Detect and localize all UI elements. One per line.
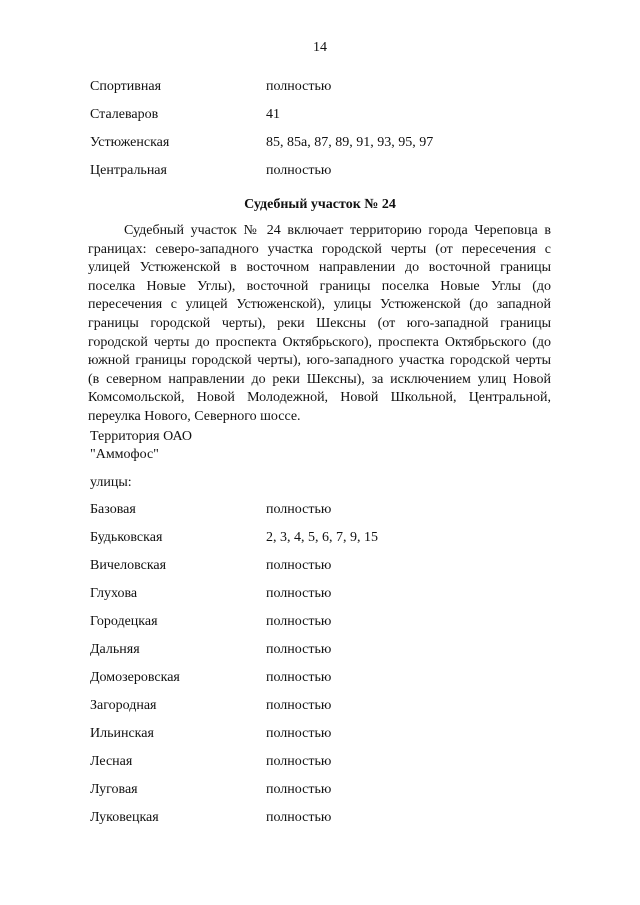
street-row bbox=[90, 161, 570, 181]
street-row bbox=[90, 668, 570, 688]
street-houses: 41 bbox=[266, 107, 280, 122]
street-name: Загородная bbox=[90, 698, 157, 713]
street-houses: полностью bbox=[266, 698, 332, 713]
street-name: Луговая bbox=[90, 782, 138, 797]
street-row bbox=[90, 584, 570, 604]
street-row bbox=[90, 105, 570, 125]
section-description: Судебный участок № 24 включает территорию города Череповца в границах: северо-западного участка городской черты (от пересечения с улицей Устюженской в восточном направлении до восточной границы поселка Новые Углы), восточной границы поселка Новые Углы (до пересечения с улицей Устюженской), улицы Устюженской (до западной границы городской черты), реки Шексны (от юго-западной границы городской черты до проспекта Октябрьского), проспекта Октябрьского (до южной границы городской черты), юго-западного участка городской черты (в северном направлении до реки Шексны), за исключением улиц Новой Комсомольской, Новой Молодежной, Новой Школьной, Центральной, переулка Нового, Северного шоссе. bbox=[88, 223, 551, 424]
street-name: Лесная bbox=[90, 754, 133, 769]
page-number: 14 bbox=[313, 40, 327, 55]
street-houses: полностью bbox=[266, 163, 332, 178]
street-houses: полностью bbox=[266, 79, 332, 94]
street-name: Спортивная bbox=[90, 79, 162, 94]
street-name: Вичеловская bbox=[90, 558, 167, 573]
street-houses: полностью bbox=[266, 782, 332, 797]
street-row bbox=[90, 500, 570, 520]
street-name: Сталеваров bbox=[90, 107, 159, 122]
street-row bbox=[90, 780, 570, 800]
territory-label bbox=[90, 428, 192, 464]
street-row bbox=[90, 808, 570, 828]
street-houses: полностью bbox=[266, 754, 332, 769]
street-row bbox=[90, 640, 570, 660]
street-row bbox=[90, 556, 570, 576]
street-houses: полностью bbox=[266, 642, 332, 657]
street-row bbox=[90, 528, 570, 548]
street-row bbox=[90, 696, 570, 716]
street-name: Центральная bbox=[90, 163, 167, 178]
street-name: Луковецкая bbox=[90, 810, 159, 825]
street-name: Дальняя bbox=[90, 642, 140, 657]
streets-label: улицы: bbox=[90, 475, 132, 490]
street-name: Будьковская bbox=[90, 530, 163, 545]
street-row bbox=[90, 752, 570, 772]
street-name: Городецкая bbox=[90, 614, 158, 629]
street-name: Глухова bbox=[90, 586, 138, 601]
street-row bbox=[90, 612, 570, 632]
territory-label-line1: Территория ОАО bbox=[90, 429, 193, 444]
street-name: Устюженская bbox=[90, 135, 170, 150]
street-houses: полностью bbox=[266, 726, 332, 741]
section-heading: Судебный участок № 24 bbox=[244, 197, 396, 212]
street-houses: полностью bbox=[266, 558, 332, 573]
street-houses: полностью bbox=[266, 670, 332, 685]
street-row bbox=[90, 133, 570, 153]
street-row bbox=[90, 724, 570, 744]
street-houses: полностью bbox=[266, 810, 332, 825]
street-name: Базовая bbox=[90, 502, 136, 517]
street-houses: 2, 3, 4, 5, 6, 7, 9, 15 bbox=[266, 530, 378, 545]
street-houses: 85, 85а, 87, 89, 91, 93, 95, 97 bbox=[266, 135, 434, 150]
street-houses: полностью bbox=[266, 502, 332, 517]
street-name: Домозеровская bbox=[90, 670, 180, 685]
street-houses: полностью bbox=[266, 586, 332, 601]
street-name: Ильинская bbox=[90, 726, 154, 741]
territory-label-line2: "Аммофос" bbox=[90, 447, 159, 462]
street-row bbox=[90, 77, 570, 97]
street-houses: полностью bbox=[266, 614, 332, 629]
